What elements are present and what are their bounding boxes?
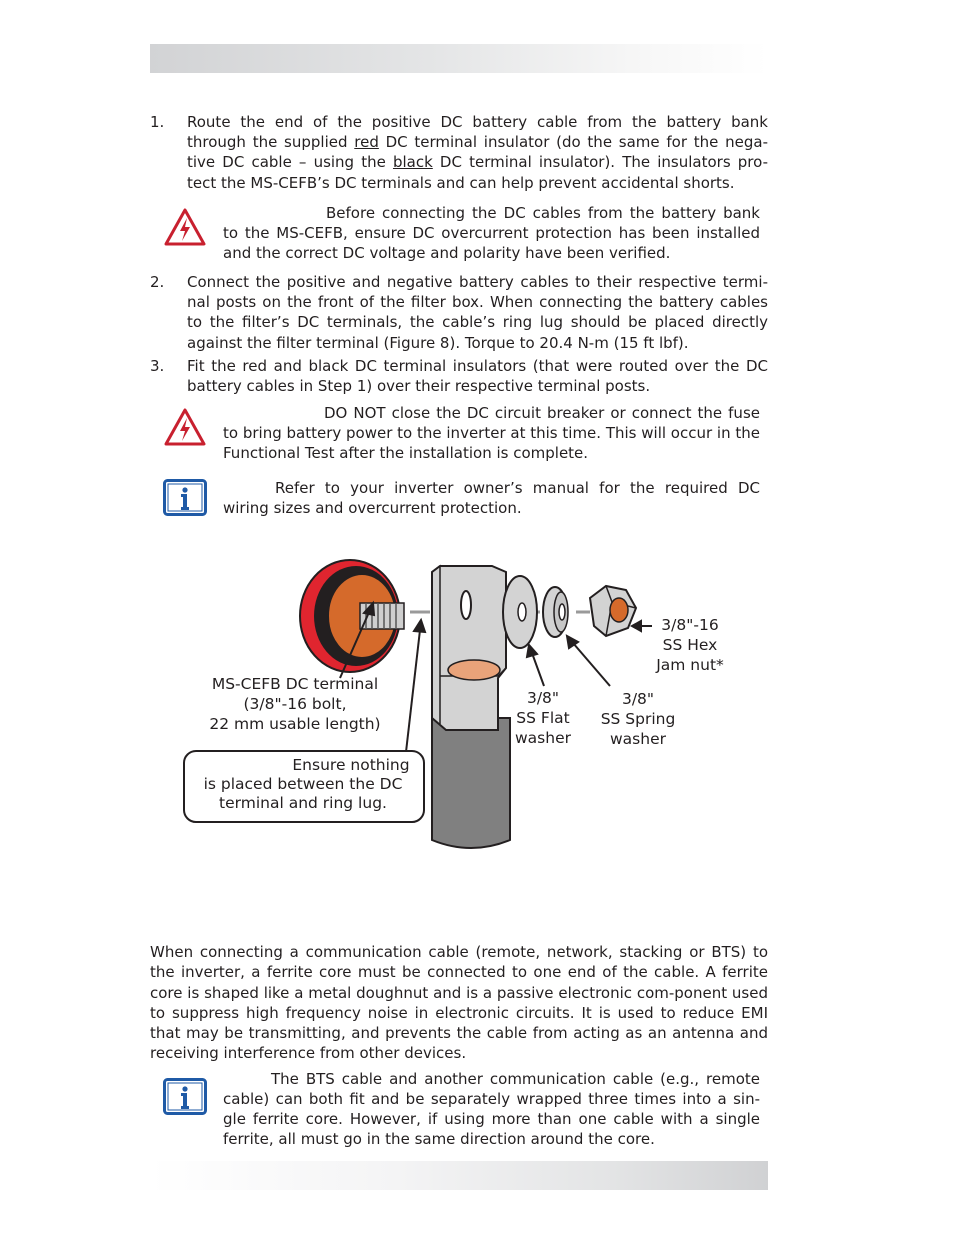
label-line: (3/8"-16 bolt, [243, 695, 347, 713]
label-line: 22 mm usable length) [209, 715, 381, 733]
lug-copper-end [448, 660, 500, 680]
step-1 [150, 112, 768, 193]
info-note-2 [223, 1069, 760, 1149]
label-line: 3/8"-16 [661, 616, 719, 634]
ring-lug [432, 566, 506, 730]
flat-washer-arrow [532, 653, 544, 686]
label-line: SS Hex [662, 636, 718, 654]
hex-nut-label [646, 615, 734, 675]
step-text-part: DC terminal insulator (do the same for the nega-tive DC cable – using the [187, 133, 769, 172]
black-underlined: black [392, 153, 433, 172]
ring-lug-hole [461, 591, 471, 619]
step-3 [150, 356, 768, 396]
spring-washer-label [590, 689, 686, 749]
label-line: Jam nut* [656, 656, 724, 674]
info-text: The BTS cable and another communication cable (e.g., remote cable) can both fit and be separately wrapped three times into a sin-gle ferrite core. However, if using more than one cable with a single ferrite, all must go in the same direction around the core. [223, 1070, 760, 1148]
info-note-1 [223, 478, 760, 518]
terminal-label [198, 674, 392, 734]
callout-line: Ensure nothing [292, 756, 410, 774]
step-number: 3. [150, 357, 165, 375]
label-line: MS-CEFB DC terminal [211, 675, 379, 693]
label-line: 3/8" [621, 690, 655, 708]
step-text: Fit the red and black DC terminal insulators (that were routed over the DC battery cables in Step 1) over their respective terminal posts. [187, 357, 768, 396]
hex-jam-nut [590, 586, 636, 636]
flat-washer-label [508, 688, 578, 748]
label-line: SS Flat [516, 709, 570, 727]
callout-text [190, 756, 416, 813]
warning-shock-icon [164, 408, 206, 446]
label-line: washer [515, 729, 571, 747]
warning-text: Before connecting the DC cables from the battery bank to the MS-CEFB, ensure DC overcurrent protection has been installed and the correct DC voltage and polarity have been verified. [223, 204, 760, 262]
info-icon [163, 479, 207, 516]
step-text-part: Route the end of the positive DC battery cable from the battery bank through the supplied [187, 113, 768, 152]
label-line: 3/8" [526, 689, 560, 707]
label-line: washer [610, 730, 666, 748]
step-number: 1. [150, 113, 165, 131]
step-text: Connect the positive and negative battery cables to their respective termi-nal posts on the front of the filter box. When connecting the battery cables to the filter’s DC terminals, the cable’s ring lug should be placed directly against the filter terminal (Figure 8). Torque to 20.4 N-m (15 ft lbf). [187, 273, 768, 352]
callout-arrow [406, 630, 420, 752]
step-text-part: DC terminal insulator). The insulators pro-tect the MS-CEFB’s DC terminals and can help prevent accidental shorts. [187, 153, 768, 192]
step-text [187, 112, 768, 193]
info-icon [163, 1078, 207, 1115]
warning-note-2 [223, 403, 760, 463]
info-text: Refer to your inverter owner’s manual for the required DC wiring sizes and overcurrent protection. [223, 479, 760, 517]
warning-shock-icon [164, 208, 206, 246]
battery-cable [432, 718, 510, 848]
callout-line: is placed between the DC [203, 775, 403, 793]
step-number: 2. [150, 273, 165, 291]
step-2 [150, 272, 768, 353]
ferrite-paragraph: When connecting a communication cable (remote, network, stacking or BTS) to the inverter, a ferrite core must be connected to one end of the cable. A ferrite core is shaped like a metal doughnut and is a passive electronic com-ponent used to suppress high frequency noise in electronic circuits. It is used to reduce EMI that may be transmitting, and prevents the cable from acting as an antenna and receiving interference from other devices. [150, 943, 768, 1063]
callout-line: terminal and ring lug. [219, 794, 387, 812]
red-underlined: red [354, 133, 379, 152]
footer-bar [150, 1161, 768, 1190]
label-line: SS Spring [600, 710, 676, 728]
dc-terminal-figure [0, 550, 954, 860]
spring-washer-arrow [573, 643, 610, 686]
warning-text: DO NOT close the DC circuit breaker or connect the fuse to bring battery power to the inverter at this time. This will occur in the Functional Test after the installation is complete. [223, 404, 760, 462]
warning-note-1 [223, 203, 760, 263]
header-bar [150, 44, 768, 73]
